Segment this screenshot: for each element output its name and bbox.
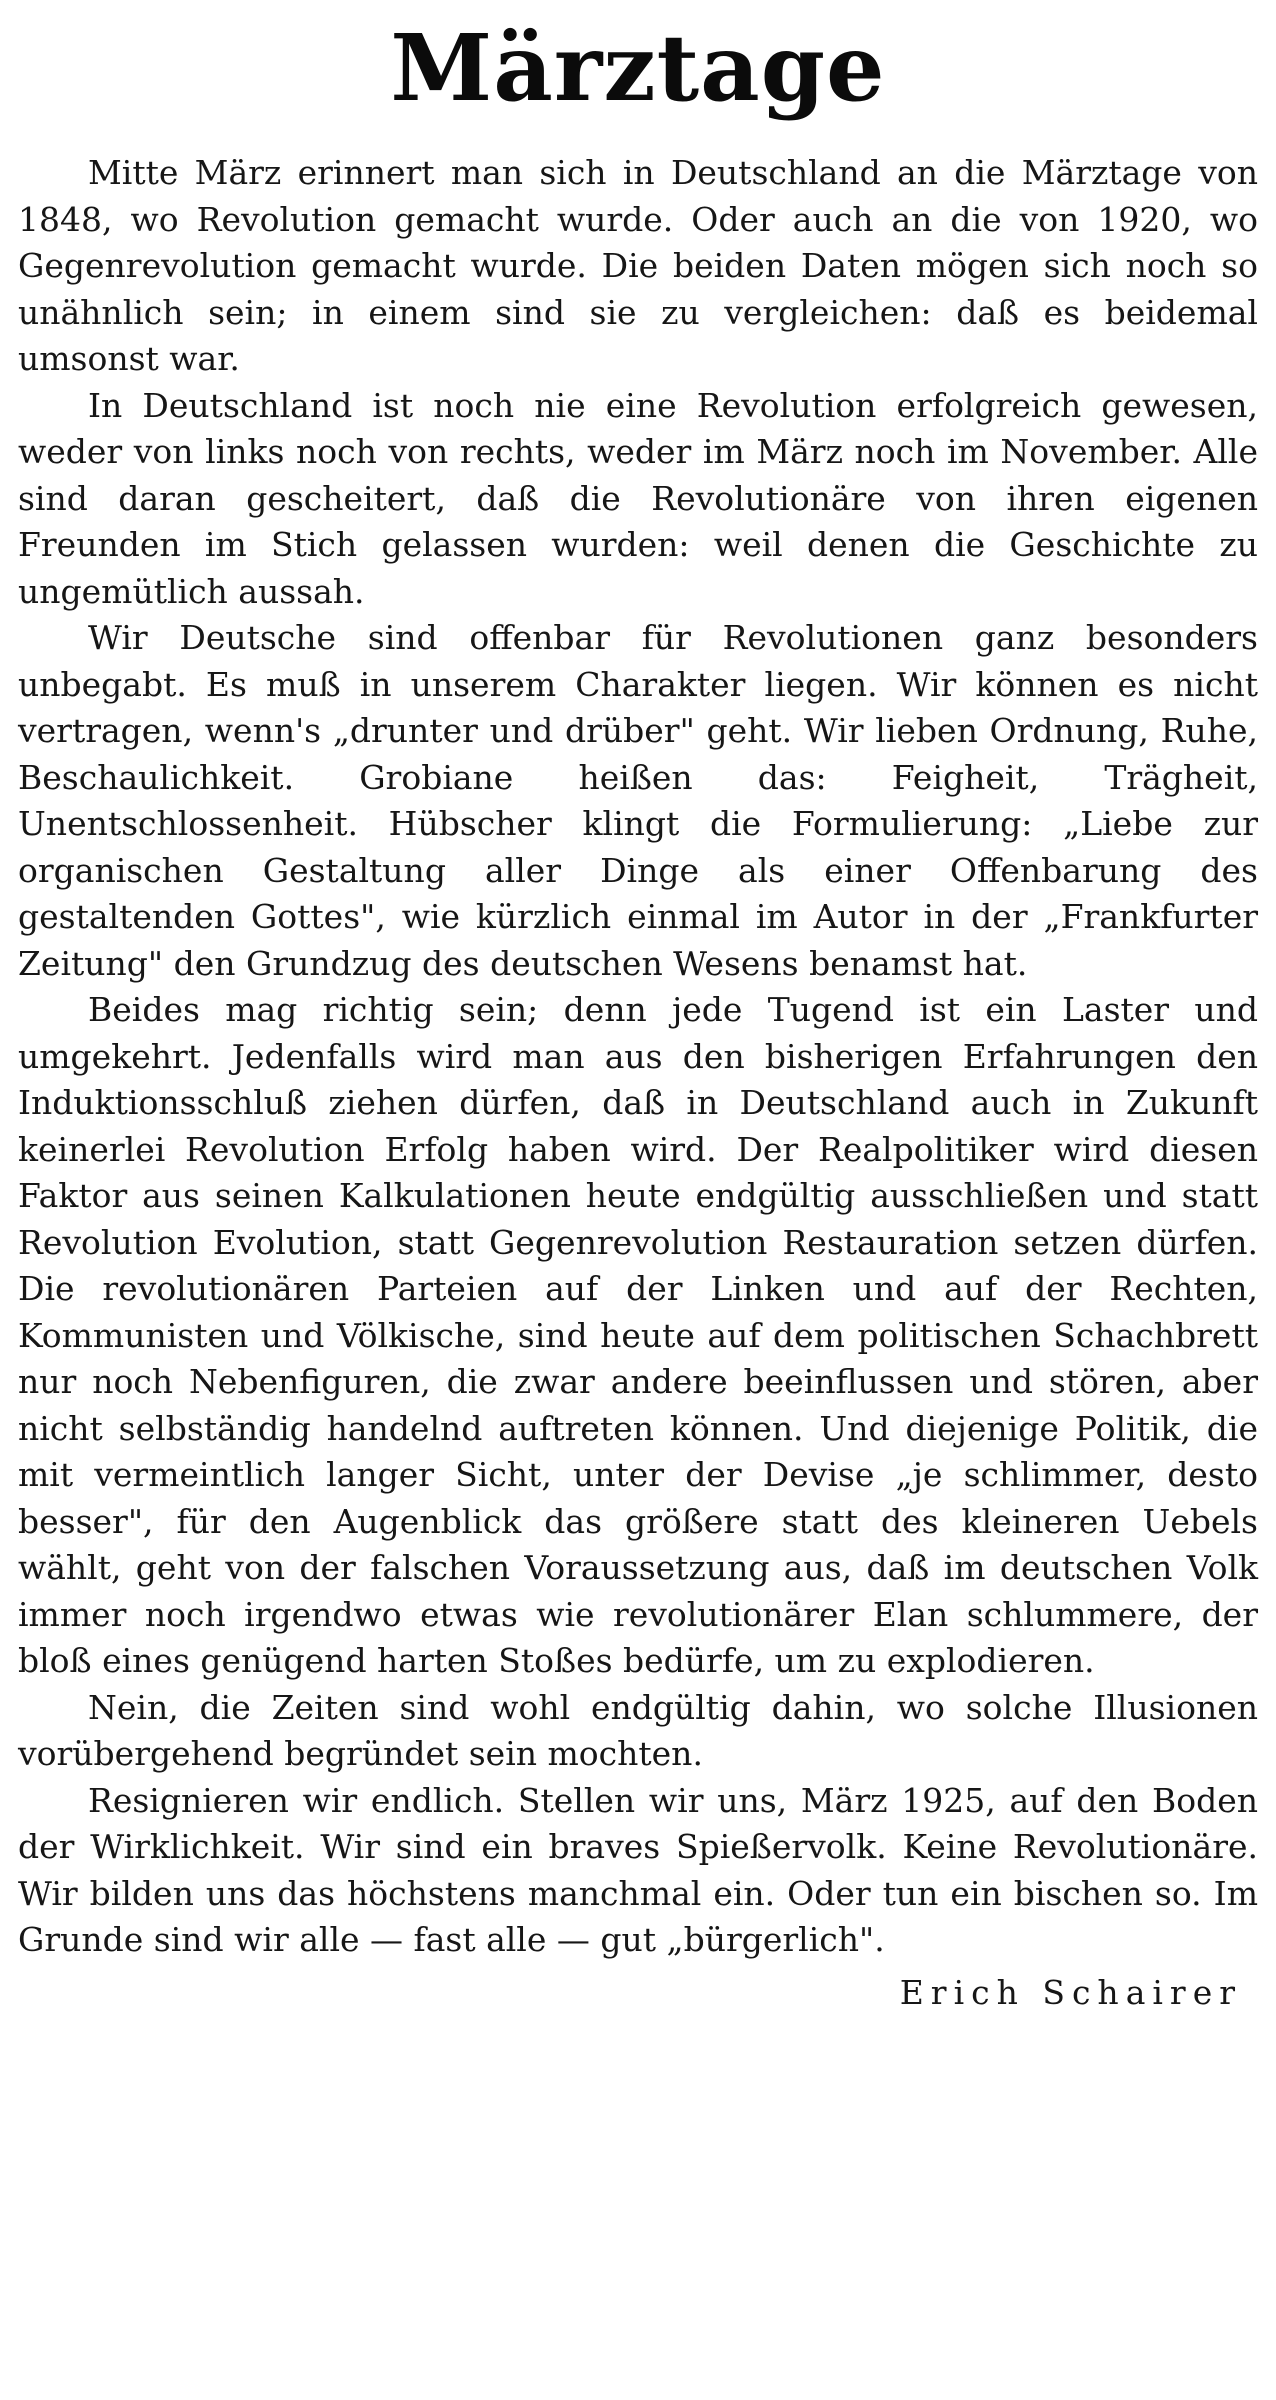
- paragraph-3: Wir Deutsche sind offenbar für Revolutionen ganz besonders unbegabt. Es muß in unserem Charakter liegen. Wir können es nicht vertragen, wenn's „drunter und drüber" geht. Wir lieben Ordnung, Ruhe, Beschaulichkeit. Grobiane heißen das: Feigheit, Trägheit, Unentschlossenheit. Hübscher klingt die Formulierung: „Liebe zur organischen Gestaltung aller Dinge als einer Offenbarung des gestaltenden Gottes", wie kürzlich einmal im Autor in der „Frankfurter Zeitung" den Grundzug des deutschen Wesens benamst hat.: [18, 618, 1258, 983]
- author-signature: Erich Schairer: [899, 1972, 1242, 2012]
- article: [18, 8, 1258, 2388]
- paragraph-2: In Deutschland ist noch nie eine Revolution erfolgreich gewesen, weder von links noch von rechts, weder im März noch im November. Alle sind daran gescheitert, daß die Revolutionäre von ihren eigenen Freunden im Stich gelassen wurden: weil denen die Geschichte zu ungemütlich aussah.: [18, 385, 1258, 611]
- article-title: Märztage: [390, 14, 886, 122]
- paragraph-6: Resignieren wir endlich. Stellen wir uns, März 1925, auf den Boden der Wirklichkeit. Wir sind ein braves Spießervolk. Keine Revolutionäre. Wir bilden uns das höchstens manchmal ein. Oder tun ein bischen so. Im Grunde sind wir alle — fast alle — gut „bürgerlich".: [18, 1780, 1258, 1959]
- paragraph-4: Beides mag richtig sein; denn jede Tugend ist ein Laster und umgekehrt. Jedenfalls wird man aus den bisherigen Erfahrungen den Induktionsschluß ziehen dürfen, daß in Deutschland auch in Zukunft keinerlei Revolution Erfolg haben wird. Der Realpolitiker wird diesen Faktor aus seinen Kalkulationen heute endgültig ausschließen und statt Revolution Evolution, statt Gegenrevolution Restauration setzen dürfen. Die revolutionären Parteien auf der Linken und auf der Rechten, Kommunisten und Völkische, sind heute auf dem politischen Schachbrett nur noch Nebenfiguren, die zwar andere beeinflussen und stören, aber nicht selbständig handelnd auftreten können. Und diejenige Politik, die mit vermeintlich langer Sicht, unter der Devise „je schlimmer, desto besser", für den Augenblick das größere statt des kleineren Uebels wählt, geht von der falschen Voraussetzung aus, daß im deutschen Volk immer noch irgendwo etwas wie revolutionärer Elan schlummere, der bloß eines genügend harten Stoßes bedürfe, um zu explodieren.: [18, 990, 1258, 1680]
- paragraph-1: Mitte März erinnert man sich in Deutschland an die Märztage von 1848, wo Revolution gemacht wurde. Oder auch an die von 1920, wo Gegenrevolution gemacht wurde. Die beiden Daten mögen sich noch so unähnlich sein; in einem sind sie zu vergleichen: daß es beidemal umsonst war.: [18, 153, 1258, 378]
- paragraph-5: Nein, die Zeiten sind wohl endgültig dahin, wo solche Illusionen vorübergehend begründet sein mochten.: [18, 1687, 1258, 1773]
